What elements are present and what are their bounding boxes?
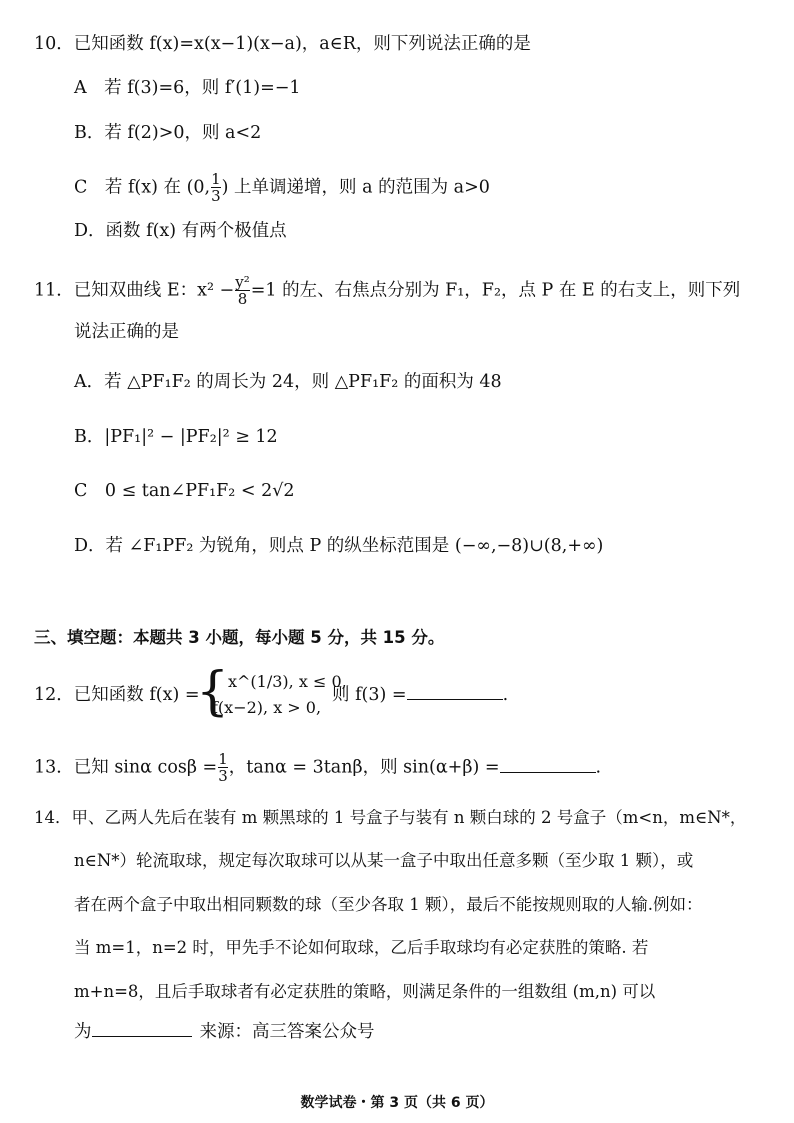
q13-text-end: ，tanα = 3tanβ，则 sin(α+β) = [228,757,500,778]
fraction-denominator: 3 [211,187,221,205]
fraction-numerator: 1 [211,170,221,188]
q14-line-2: n∈N*）轮流取球，规定每次取球可以从某一盒子中取出任意多颗（至少取 1 颗），或 [74,851,694,870]
page-footer: 数学试卷・第 3 页（共 6 页） [300,1095,494,1111]
q12-ask-text: 则 f(3) = [332,685,407,705]
q14-line-1: 14．甲、乙两人先后在装有 m 颗黑球的 1 号盒子与装有 n 颗白球的 2 号盒子（m<n，m∈N*， [34,808,747,827]
q10-option-c-text-start: C 若 f(x) 在 (0, [74,177,211,198]
q11-stem-start: 11．已知双曲线 E：x² − [34,280,235,301]
q11-option-a: A．若 △PF₁F₂ 的周长为 24，则 △PF₁F₂ 的面积为 48 [74,372,502,392]
q11-stem [34,275,740,307]
q12-case-2: f(x−2), x > 0, [212,698,322,717]
q11-option-d: D．若 ∠F₁PF₂ 为锐角，则点 P 的纵坐标范围是 (−∞,−8)∪(8,+∞) [74,536,604,556]
q11-option-b: B．|PF₁|² − |PF₂|² ≥ 12 [74,427,278,447]
answer-blank[interactable] [92,1020,192,1037]
answer-blank[interactable] [500,756,596,773]
source-note: 来源：高三答案公众号 [199,1022,375,1042]
section-heading: 三、填空题：本题共 3 小题，每小题 5 分，共 15 分。 [34,628,445,647]
q14-line-4: 当 m=1，n=2 时，甲先手不论如何取球，乙后手取球均有必定获胜的策略. 若 [74,938,649,957]
q10-option-d: D．函数 f(x) 有两个极值点 [74,221,287,241]
fraction-denominator: 3 [218,767,228,785]
fraction-denominator: 8 [235,290,250,307]
q14-line-6-start: 为 [74,1022,92,1042]
q11-stem-line2: 说法正确的是 [74,322,179,342]
q10-option-c-fraction [211,172,221,204]
q13-line: 13．已知 sinα cosβ = $\frac{1}{3}$ ，tanα = 3tanβ，则 sin(α+β) = . [34,750,602,785]
q14-line-3: 者在两个盒子中取出相同颗数的球（至少各取 1 颗），最后不能按规则取的人输.例如： [74,895,703,914]
q10-option-b: B．若 f(2)>0，则 a<2 [74,123,262,143]
fraction-numerator: 1 [218,750,228,768]
q13-fraction [218,752,228,784]
q11-stem-end: =1 的左、右焦点分别为 F₁，F₂，点 P 在 E 的右支上，则下列 [250,280,741,301]
q14-line-5: m+n=8，且后手取球者有必定获胜的策略，则满足条件的一组数组 (m,n) 可以 [74,982,656,1001]
q10-option-a: A 若 f(3)=6，则 f′(1)=−1 [74,78,301,98]
answer-blank[interactable] [407,683,503,700]
q11-option-c: C 0 ≤ tan∠PF₁F₂ < 2√2 [74,481,295,501]
q14-line-6 [74,1020,375,1044]
q10-option-c [74,172,490,204]
q12-case-1: x^(1/3), x ≤ 0, [228,672,347,691]
q11-fraction [235,275,250,307]
q12-label: 12．已知函数 f(x) = [34,685,200,705]
q10-stem: 10．已知函数 f(x)=x(x−1)(x−a)，a∈R，则下列说法正确的是 [34,34,531,54]
q13-text-start: 13．已知 sinα cosβ = [34,757,218,778]
q12-ask: 则 f(3) = . [332,685,509,705]
q10-option-c-text-end: ) 上单调递增，则 a 的范围为 a>0 [221,177,490,198]
fraction-numerator: y² [235,273,250,291]
piecewise-brace: { [196,662,230,722]
